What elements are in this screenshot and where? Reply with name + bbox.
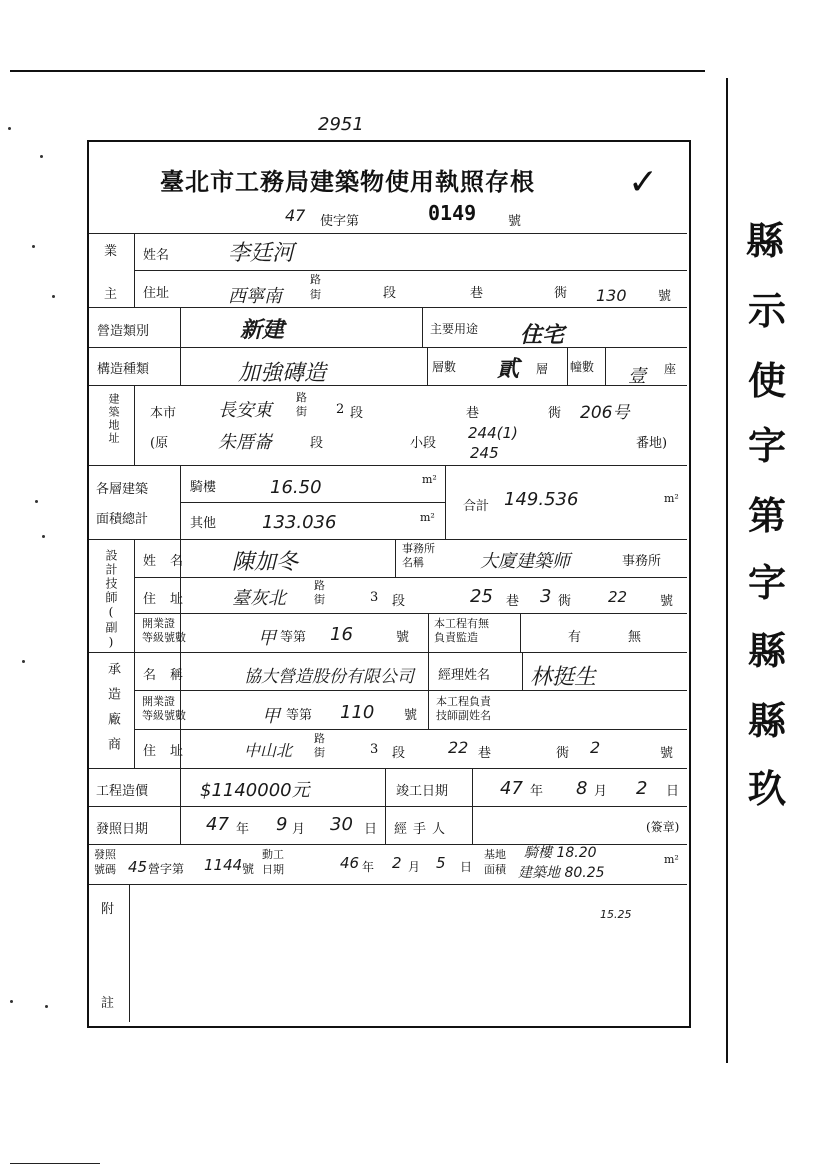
designer-has-label: 有 bbox=[568, 630, 582, 645]
designer-alley-unit: 衖 bbox=[558, 594, 572, 609]
start-day: 5 bbox=[436, 854, 446, 872]
arcade-unit: m² bbox=[422, 473, 437, 486]
contractor-manager-value: 林挺生 bbox=[530, 665, 597, 690]
edge-glyph-1: 縣 bbox=[746, 219, 785, 263]
site-subsection-label: 小段 bbox=[410, 436, 437, 451]
buildings-label: 幢數 bbox=[570, 360, 595, 374]
owner-lane-unit: 巷 bbox=[470, 286, 484, 301]
start-month-unit: 月 bbox=[408, 860, 421, 874]
designer-office-label-1: 事務所 bbox=[402, 542, 435, 555]
category-value: 新建 bbox=[240, 318, 285, 343]
completion-month: 8 bbox=[576, 778, 588, 799]
contractor-license-grade: 甲 bbox=[262, 706, 280, 727]
site-section-label: 建築地址 bbox=[107, 393, 120, 445]
contractor-section-label: 承造廠商 bbox=[105, 662, 120, 762]
base-label-2: 面積 bbox=[484, 863, 506, 876]
start-year: 46 bbox=[340, 854, 360, 872]
owner-name-value: 李廷河 bbox=[228, 241, 295, 266]
site-alley-unit: 衖 bbox=[548, 406, 562, 421]
designer-address-value: 臺灰北 bbox=[232, 588, 286, 609]
owner-address-label: 住址 bbox=[143, 286, 170, 301]
designer-section-label: 設計技師(副) bbox=[104, 549, 118, 651]
contractor-name-label: 名稱 bbox=[143, 668, 198, 683]
total-value: 149.536 bbox=[504, 489, 579, 510]
designer-office-label-2: 名稱 bbox=[402, 556, 424, 569]
designer-supervise-label-1: 本工程有無 bbox=[434, 617, 489, 630]
designer-section-value: 3 bbox=[370, 590, 379, 605]
buildings-unit: 座 bbox=[664, 362, 677, 376]
base-line-1: 騎樓 18.20 bbox=[524, 845, 597, 861]
designer-supervise-label-2: 負責監造 bbox=[434, 631, 478, 644]
designer-number-unit: 號 bbox=[660, 594, 674, 609]
contractor-license-label-1: 開業證 bbox=[142, 695, 175, 708]
edge-glyph-2: 示 bbox=[748, 289, 787, 333]
right-scan-edge bbox=[726, 78, 728, 1063]
contractor-number-unit: 號 bbox=[660, 746, 674, 761]
floors-label: 層數 bbox=[432, 360, 457, 374]
contractor-license-label-2: 等級號數 bbox=[142, 709, 186, 722]
base-label-1: 基地 bbox=[484, 848, 506, 861]
designer-alley-value: 3 bbox=[540, 586, 552, 607]
structure-label: 構造種類 bbox=[97, 362, 150, 377]
start-month: 2 bbox=[392, 854, 402, 872]
completion-year-unit: 年 bbox=[530, 784, 544, 799]
other-label: 其他 bbox=[190, 516, 217, 531]
buildings-value: 壹 bbox=[628, 366, 646, 387]
owner-name-label: 姓名 bbox=[143, 248, 170, 263]
start-label-1: 動工 bbox=[262, 848, 284, 861]
main-use-value: 住宅 bbox=[520, 323, 565, 348]
contractor-license-number: 110 bbox=[340, 702, 375, 723]
base-unit: m² bbox=[664, 853, 679, 866]
form-title: 臺北市工務局建築物使用執照存根 bbox=[160, 167, 535, 196]
contractor-name-value: 協大營造股份有限公司 bbox=[244, 667, 414, 687]
structure-value: 加強磚造 bbox=[238, 361, 327, 386]
contractor-section-value: 3 bbox=[370, 742, 379, 757]
floors-value: 貳 bbox=[497, 357, 520, 382]
site-road-label: 路 bbox=[296, 391, 307, 404]
issue-day-unit: 日 bbox=[364, 822, 378, 837]
permit-ref-prefix: 45 bbox=[128, 858, 148, 876]
designer-license-grade: 甲 bbox=[258, 628, 276, 649]
doc-number-top: 2951 bbox=[318, 114, 364, 135]
designer-street-label: 街 bbox=[314, 593, 325, 606]
contractor-lane-value: 22 bbox=[448, 738, 469, 757]
designer-name-label: 姓名 bbox=[143, 554, 198, 569]
designer-office-suffix: 事務所 bbox=[622, 554, 662, 569]
issue-label: 發照日期 bbox=[96, 822, 149, 837]
owner-section-unit: 段 bbox=[383, 286, 397, 301]
designer-office-value: 大廈建築师 bbox=[480, 551, 570, 572]
owner-street-label: 街 bbox=[310, 288, 321, 301]
edge-glyph-4: 字 bbox=[748, 424, 787, 468]
cost-value: $1140000元 bbox=[200, 780, 310, 801]
contractor-section-unit: 段 bbox=[392, 746, 406, 761]
completion-label: 竣工日期 bbox=[396, 784, 449, 799]
designer-name-value: 陳加冬 bbox=[232, 550, 299, 575]
contractor-lane-unit: 巷 bbox=[478, 746, 492, 761]
edge-glyph-7: 縣 bbox=[748, 629, 787, 673]
remarks-note: 15.25 bbox=[600, 908, 632, 921]
edge-glyph-9: 玖 bbox=[748, 767, 787, 811]
contractor-address-value: 中山北 bbox=[244, 741, 293, 760]
permit-ref-number: 1144 bbox=[204, 856, 243, 874]
site-street-label: 街 bbox=[296, 405, 307, 418]
designer-license-number: 16 bbox=[330, 624, 353, 645]
site-orig-section-unit: 段 bbox=[310, 436, 324, 451]
site-orig-value: 朱厝崙 bbox=[218, 432, 272, 453]
completion-year: 47 bbox=[500, 778, 523, 799]
contractor-engineer-label-2: 技師副姓名 bbox=[436, 709, 491, 722]
owner-number-unit: 號 bbox=[658, 289, 672, 304]
designer-address-label: 住址 bbox=[143, 592, 198, 607]
contractor-engineer-label-1: 本工程負責 bbox=[436, 695, 491, 708]
start-year-unit: 年 bbox=[362, 860, 375, 874]
permit-type-label: 使字第 bbox=[320, 214, 360, 229]
permit-number: 0149 bbox=[428, 201, 477, 225]
site-lane-unit: 巷 bbox=[466, 406, 480, 421]
start-day-unit: 日 bbox=[460, 860, 473, 874]
designer-lane-unit: 巷 bbox=[506, 594, 520, 609]
issue-day: 30 bbox=[330, 814, 353, 835]
owner-road-label: 路 bbox=[310, 273, 321, 286]
site-lot-1: 244(1) bbox=[468, 424, 518, 442]
area-label-1: 各層建築 bbox=[96, 482, 149, 497]
handler-label: 經手人 bbox=[394, 822, 452, 837]
contractor-license-mid: 等第 bbox=[286, 708, 313, 723]
permit-ref-type: 營字第 bbox=[148, 862, 185, 876]
total-unit: m² bbox=[664, 492, 679, 505]
designer-license-label-1: 開業證 bbox=[142, 617, 175, 630]
main-use-label: 主要用途 bbox=[430, 322, 479, 336]
permit-year: 47 bbox=[285, 206, 306, 225]
designer-license-label-2: 等級號數 bbox=[142, 631, 186, 644]
check-mark-icon: ✓ bbox=[628, 162, 659, 203]
designer-number-value: 22 bbox=[608, 588, 628, 606]
issue-month-unit: 月 bbox=[292, 822, 306, 837]
completion-day-unit: 日 bbox=[666, 784, 680, 799]
designer-none-label: 無 bbox=[628, 630, 642, 645]
area-label-2: 面積總計 bbox=[96, 512, 149, 527]
permit-suffix: 號 bbox=[508, 214, 522, 229]
start-label-2: 日期 bbox=[262, 863, 284, 876]
owner-label-1: 業 bbox=[104, 244, 118, 259]
designer-license-unit: 號 bbox=[396, 630, 410, 645]
completion-month-unit: 月 bbox=[594, 784, 608, 799]
site-orig-label: (原 bbox=[150, 436, 169, 451]
issue-year-unit: 年 bbox=[236, 822, 250, 837]
site-city-label: 本市 bbox=[150, 406, 177, 421]
site-lot-2: 245 bbox=[470, 444, 499, 462]
site-street-value: 長安東 bbox=[218, 400, 272, 421]
issue-year: 47 bbox=[206, 814, 229, 835]
base-line-2: 建築地 80.25 bbox=[518, 865, 605, 881]
permit-ref-label-2: 號碼 bbox=[94, 863, 116, 876]
edge-glyph-8: 縣 bbox=[748, 699, 787, 743]
site-number-value: 206号 bbox=[580, 403, 630, 423]
edge-glyph-6: 字 bbox=[748, 561, 787, 605]
contractor-manager-label: 經理姓名 bbox=[438, 668, 491, 683]
arcade-value: 16.50 bbox=[270, 477, 322, 498]
designer-section-unit: 段 bbox=[392, 594, 406, 609]
designer-lane-value: 25 bbox=[470, 586, 493, 607]
arcade-label: 騎樓 bbox=[190, 480, 217, 495]
issue-month: 9 bbox=[276, 814, 288, 835]
total-label: 合計 bbox=[463, 499, 490, 514]
edge-glyph-5: 第 bbox=[748, 494, 787, 538]
contractor-alley-unit: 衖 bbox=[556, 746, 570, 761]
site-section-number: 2 bbox=[336, 402, 345, 417]
permit-form bbox=[87, 140, 691, 1028]
contractor-license-unit: 號 bbox=[404, 708, 418, 723]
designer-road-label: 路 bbox=[314, 579, 325, 592]
site-section-unit: 段 bbox=[350, 406, 364, 421]
sign-label: (簽章) bbox=[646, 820, 680, 834]
contractor-alley-value: 2 bbox=[590, 738, 601, 757]
contractor-road-label: 路 bbox=[314, 732, 325, 745]
category-label: 營造類別 bbox=[97, 324, 150, 339]
edge-glyph-3: 使 bbox=[748, 359, 787, 403]
other-value: 133.036 bbox=[262, 512, 337, 533]
owner-alley-unit: 衖 bbox=[554, 286, 568, 301]
owner-address-street: 西寧南 bbox=[228, 286, 282, 307]
floors-unit: 層 bbox=[536, 362, 549, 376]
owner-address-number: 130 bbox=[596, 286, 627, 305]
site-lot-suffix: 番地) bbox=[636, 436, 668, 451]
permit-ref-label-1: 發照 bbox=[94, 848, 116, 861]
designer-license-mid: 等第 bbox=[280, 630, 307, 645]
permit-ref-number-unit: 號 bbox=[242, 862, 255, 876]
contractor-street-label: 街 bbox=[314, 746, 325, 759]
contractor-address-label: 住址 bbox=[143, 744, 198, 759]
remarks-label-top: 附 bbox=[101, 902, 115, 917]
remarks-label-bottom: 註 bbox=[101, 996, 115, 1011]
completion-day: 2 bbox=[636, 778, 648, 799]
cost-label: 工程造價 bbox=[96, 784, 149, 799]
other-unit: m² bbox=[420, 511, 435, 524]
owner-label-2: 主 bbox=[104, 287, 118, 302]
